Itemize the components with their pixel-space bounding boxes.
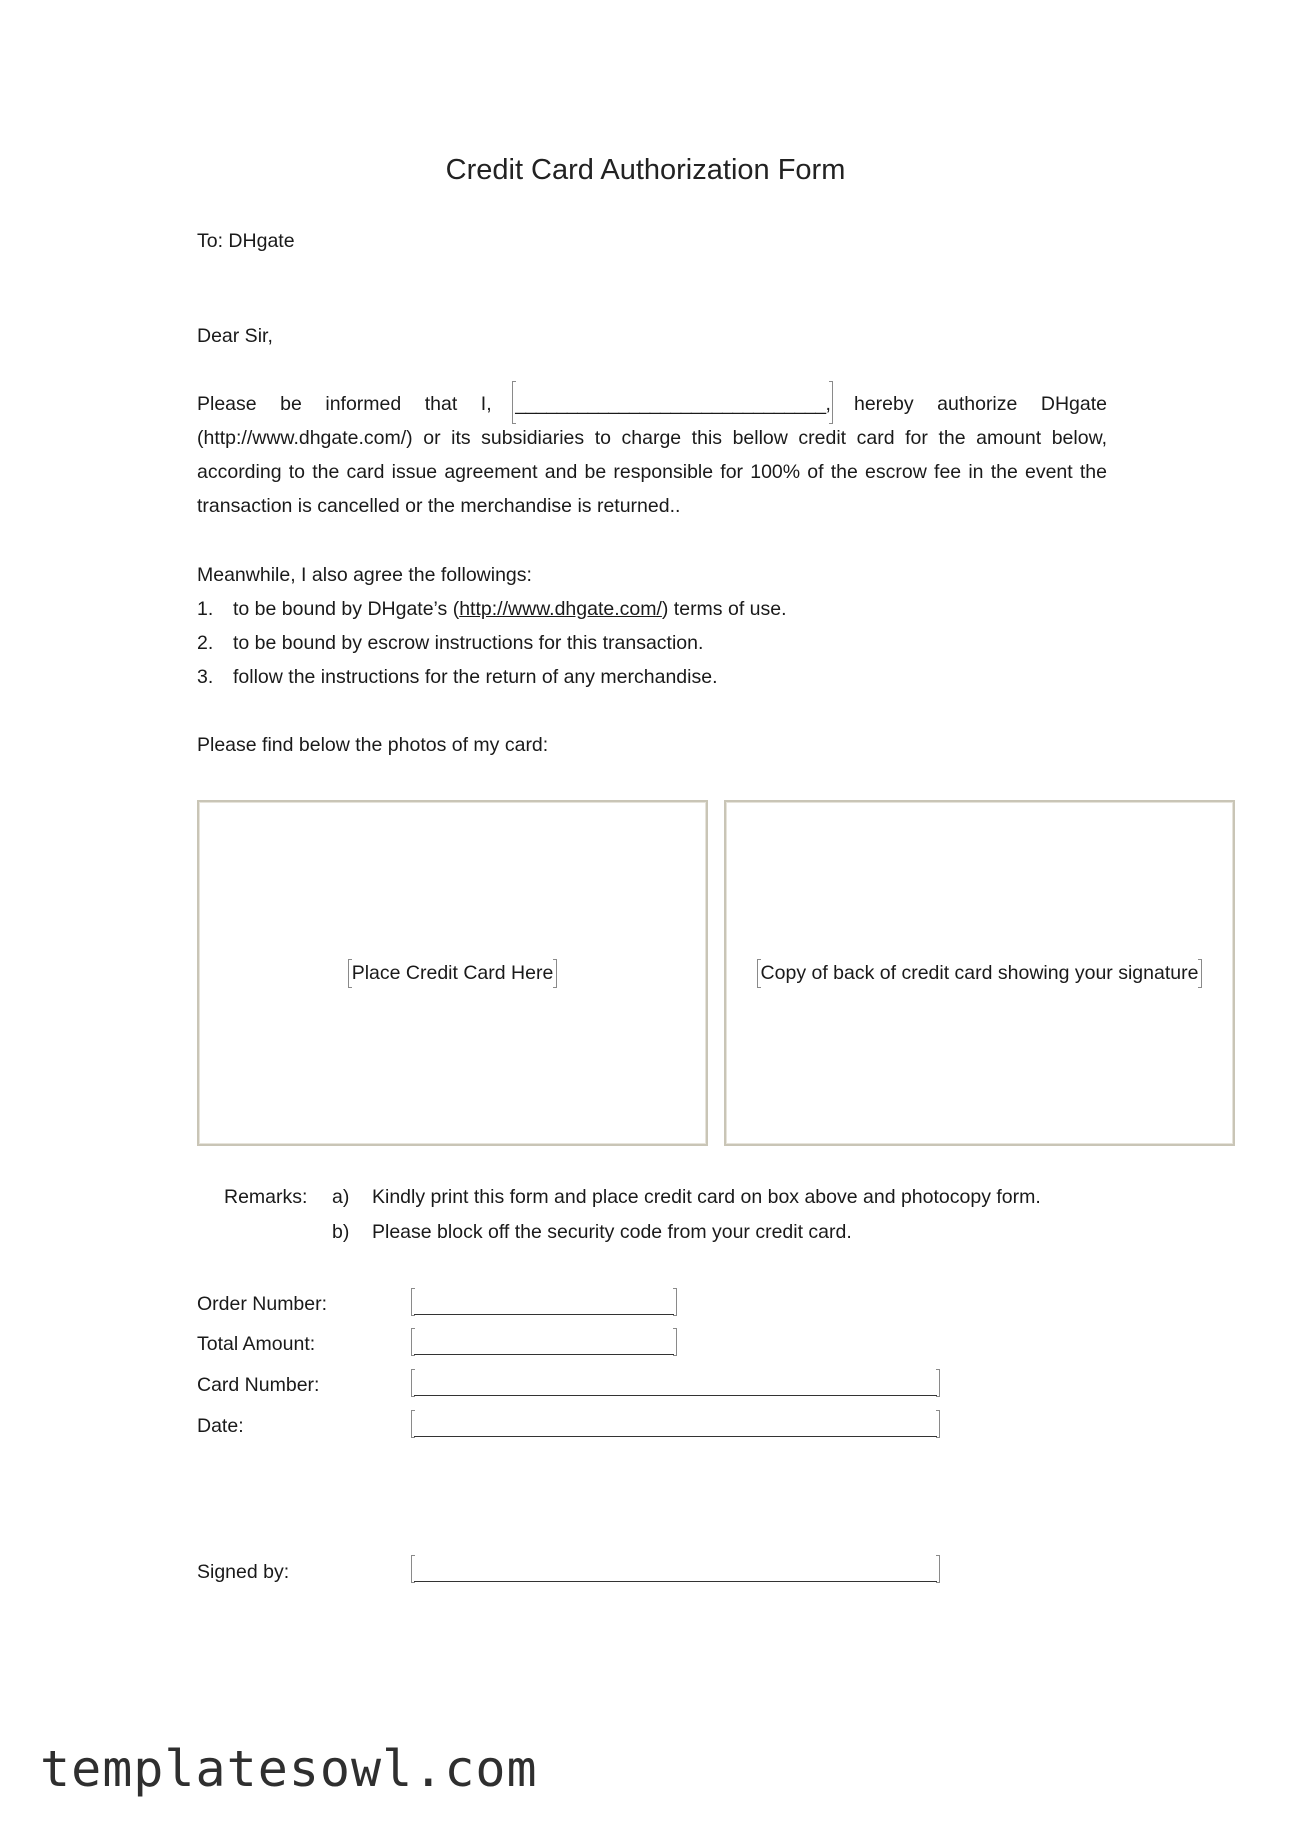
watermark: templatesowl.com (40, 1740, 538, 1798)
date-label: Date: (197, 1415, 244, 1437)
card-number-label: Card Number: (197, 1374, 320, 1396)
signed-by-label: Signed by: (197, 1561, 290, 1583)
paragraph-intro: Please be informed that I, (197, 393, 492, 415)
card-back-label: Copy of back of credit card showing your signature (760, 961, 1199, 984)
remarks-label: Remarks: (224, 1186, 308, 1208)
photos-intro: Please find below the photos of my card: (197, 734, 549, 756)
authorization-paragraph (197, 387, 1107, 523)
remark-a-text: Kindly print this form and place credit card on box above and photocopy form. (372, 1186, 1041, 1208)
card-number-field[interactable] (414, 1369, 937, 1396)
remark-a-letter: a) (332, 1186, 350, 1208)
order-number-label: Order Number: (197, 1293, 328, 1315)
remark-b-text: Please block off the security code from your credit card. (372, 1221, 852, 1243)
agreement-item-2: 2. to be bound by escrow instructions for this transaction. (197, 632, 704, 654)
form-title: Credit Card Authorization Form (445, 154, 846, 186)
paragraph-body: hereby authorize DHgate (http://www.dhgate.com/) or its subsidiaries to charge this bellow credit card for the amount below, according to the card issue agreement and be responsible for 100% of the escrow fee in the event the transaction is cancelled or the merchandise is returned.. (197, 393, 1108, 517)
order-number-field[interactable] (414, 1288, 674, 1315)
name-field[interactable]: ______________________________, (515, 387, 830, 421)
signature-field[interactable] (414, 1555, 937, 1582)
agreement-item-1: 1. to be bound by DHgate’s (http://www.dhgate.com/) terms of use. (197, 598, 787, 620)
total-amount-label: Total Amount: (197, 1333, 316, 1355)
remark-b-letter: b) (332, 1221, 350, 1243)
card-front-box[interactable] (197, 800, 708, 1146)
card-back-box[interactable] (724, 800, 1235, 1146)
greeting: Dear Sir, (197, 325, 273, 347)
agreement-intro: Meanwhile, I also agree the followings: (197, 564, 532, 586)
recipient-line: To: DHgate (197, 230, 295, 252)
date-field[interactable] (414, 1410, 937, 1437)
dhgate-link[interactable]: http://www.dhgate.com/ (459, 598, 662, 620)
agreement-item-3: 3. follow the instructions for the return of any merchandise. (197, 666, 718, 688)
card-front-label: Place Credit Card Here (351, 961, 554, 984)
total-amount-field[interactable] (414, 1328, 674, 1355)
